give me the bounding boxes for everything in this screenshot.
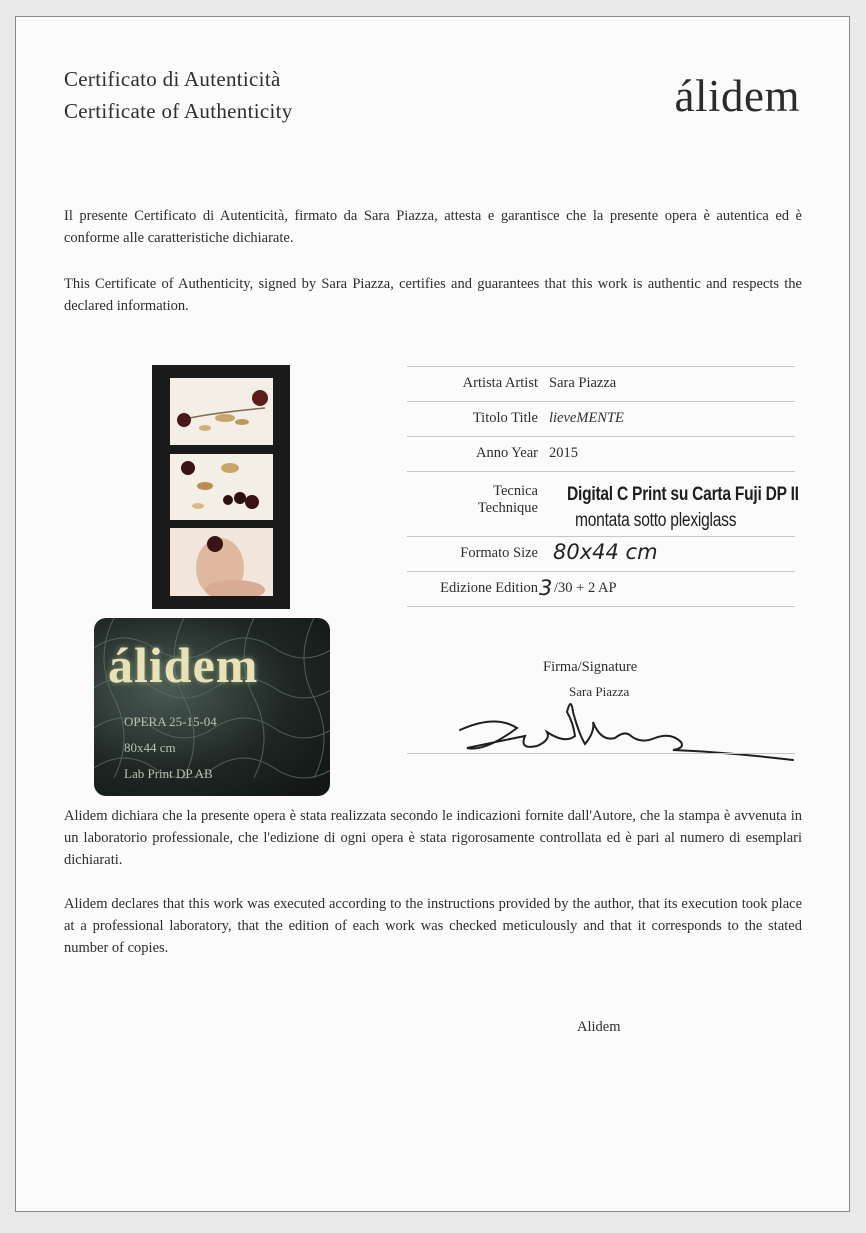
row-year bbox=[407, 436, 795, 471]
hologram-seal bbox=[94, 618, 330, 796]
technique-stamp-line1: Digital C Print su Carta Fuji DP II bbox=[567, 484, 799, 505]
row-size bbox=[407, 536, 795, 571]
technique-stamp-line2: montata sotto plexiglass bbox=[575, 510, 737, 531]
alidem-logo: álidem bbox=[674, 71, 800, 121]
certificate-sheet bbox=[15, 16, 850, 1212]
intro-english: This Certificate of Authenticity, signed by Sara Piazza, certifies and guarantees that this work is authentic and respects the declared information. bbox=[64, 276, 802, 314]
issuer-name: Alidem bbox=[577, 1019, 621, 1035]
declaration-italian: Alidem dichiara che la presente opera è stata realizzata secondo le indicazioni fornite dall'Autore, che la stampa è avvenuta in un laboratorio professionale, che l'edizione di ogni opera è stata rigorosamente controllata ed è pari al numero di esemplari dichiarati. bbox=[64, 808, 802, 868]
edition-value: /30 + 2 AP bbox=[554, 580, 617, 596]
edition-label: Edizione Edition bbox=[440, 580, 538, 596]
title-english: Certificate of Authenticity bbox=[64, 99, 293, 123]
details-table bbox=[407, 366, 799, 607]
row-edition bbox=[407, 571, 795, 607]
artist-label: Artista Artist bbox=[462, 375, 538, 391]
artwork-thumbnail bbox=[152, 365, 290, 609]
edition-handwritten-number: 3 bbox=[539, 576, 553, 600]
intro-italian: Il presente Certificato di Autenticità, firmato da Sara Piazza, attesta e garantisce che la presente opera è autentica ed è conforme alle caratteristiche dichiarate. bbox=[64, 208, 802, 246]
title-italian: Certificato di Autenticità bbox=[64, 67, 281, 91]
signature-printed-name: Sara Piazza bbox=[569, 684, 630, 699]
declaration-english: Alidem declares that this work was executed according to the instructions provided by the author, that its execution took place at a professional laboratory, that the edition of each work was checked meticulously and that it corresponds to the stated number of copies. bbox=[64, 896, 802, 956]
technique-label-en: Technique bbox=[477, 500, 538, 516]
row-artist bbox=[407, 366, 795, 401]
title-value: lieveMENTE bbox=[549, 410, 624, 426]
year-value: 2015 bbox=[549, 445, 578, 461]
hologram-line: Lab Print DP AB bbox=[124, 766, 213, 781]
technique-label-it: Tecnica bbox=[493, 483, 538, 499]
artwork-panel-petals bbox=[170, 454, 273, 520]
hologram-line: 80x44 cm bbox=[124, 740, 176, 755]
title-label: Titolo Title bbox=[472, 410, 538, 426]
size-handwritten-value: 80x44 cm bbox=[553, 540, 658, 564]
signature-label: Firma/Signature bbox=[543, 659, 638, 675]
hologram-line: OPERA 25-15-04 bbox=[124, 714, 217, 729]
artwork-panel-portrait bbox=[170, 528, 273, 596]
year-label: Anno Year bbox=[475, 445, 538, 461]
signature-line bbox=[407, 753, 795, 754]
artwork-panel-roses bbox=[170, 378, 273, 445]
row-technique bbox=[407, 471, 799, 536]
hologram-logo: álidem bbox=[108, 637, 259, 693]
artist-value: Sara Piazza bbox=[549, 375, 617, 391]
handwritten-signature bbox=[455, 692, 800, 772]
size-label: Formato Size bbox=[460, 545, 538, 561]
row-title bbox=[407, 401, 795, 436]
